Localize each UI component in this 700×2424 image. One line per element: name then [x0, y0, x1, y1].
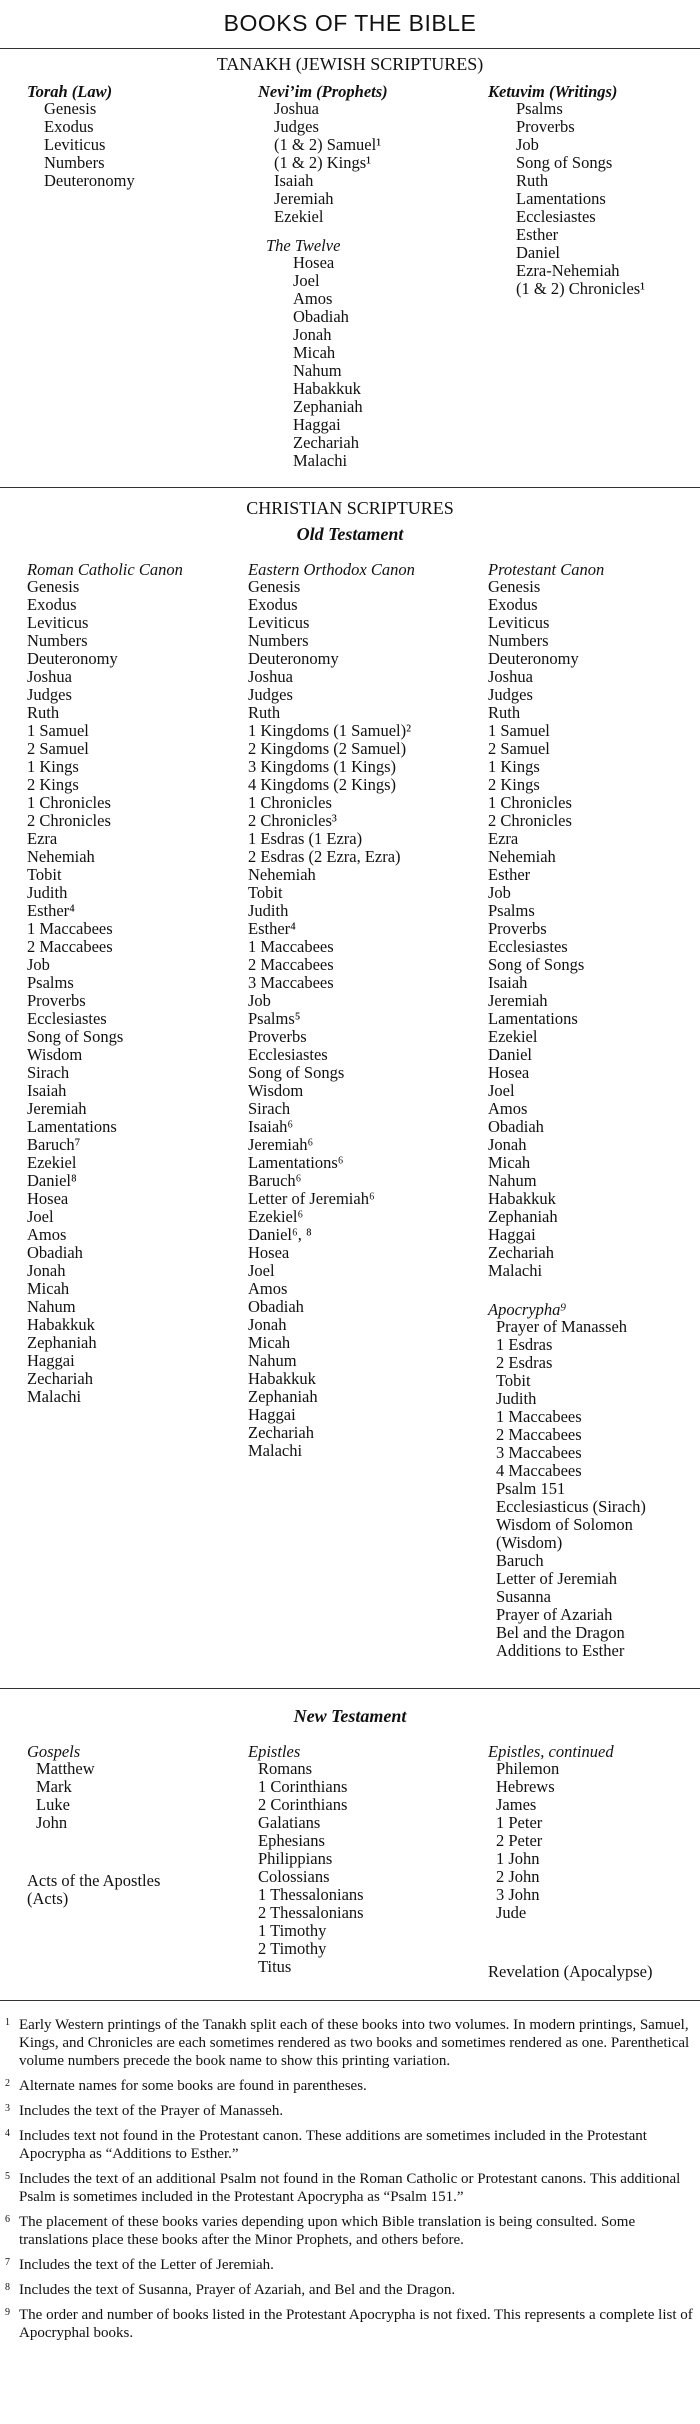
new-testament-heading: New Testament — [293, 1706, 407, 1726]
footnote-number: 7 — [5, 2257, 10, 2268]
eastern-orthodox-book: 1 Esdras (1 Ezra) — [248, 829, 363, 848]
apocrypha-book: 2 Maccabees — [496, 1425, 582, 1444]
roman-catholic-book: Hosea — [27, 1189, 69, 1208]
eastern-orthodox-book: Habakkuk — [248, 1369, 316, 1388]
old-testament-rule — [0, 1688, 700, 1689]
footnote — [5, 2170, 695, 2206]
footnote-text: Includes the text of an additional Psalm not found in the Roman Catholic or Protestant canons. This additional Psalm is sometimes included in the Protestant Apocrypha as “Psalm 151.” — [19, 2171, 681, 2205]
epistle-book: Titus — [258, 1957, 292, 1976]
epistle-book: 1 Corinthians — [258, 1777, 348, 1796]
eastern-orthodox-book: 2 Chronicles³ — [248, 811, 337, 830]
footnote-text: The order and number of books listed in the Protestant Apocrypha is not fixed. This represents a complete list of Apocryphal books. — [19, 2307, 693, 2341]
protestant-book: Exodus — [488, 595, 538, 614]
roman-catholic-book: Amos — [27, 1225, 67, 1244]
roman-catholic-book: Proverbs — [27, 991, 86, 1010]
footnote — [5, 2127, 695, 2163]
roman-catholic-book: Ezra — [27, 829, 58, 848]
page-title: BOOKS OF THE BIBLE — [223, 10, 477, 36]
eastern-orthodox-book: 2 Maccabees — [248, 955, 334, 974]
protestant-book: Nehemiah — [488, 847, 556, 866]
eastern-orthodox-book: Nehemiah — [248, 865, 316, 884]
neviim-book: Judges — [274, 117, 319, 136]
eastern-orthodox-book: Deuteronomy — [248, 649, 339, 668]
protestant-book: Micah — [488, 1153, 531, 1172]
roman-catholic-book: Malachi — [27, 1387, 82, 1406]
protestant-book: Song of Songs — [488, 955, 585, 974]
roman-catholic-book: Ecclesiastes — [27, 1009, 107, 1028]
footnote-number: 4 — [5, 2128, 10, 2139]
protestant-book: Judges — [488, 685, 533, 704]
eastern-orthodox-heading: Eastern Orthodox Canon — [248, 560, 415, 579]
protestant-book: 1 Chronicles — [488, 793, 572, 812]
protestant-book: Genesis — [488, 577, 541, 596]
footnote-text: Includes the text of the Prayer of Manasseh. — [19, 2103, 284, 2119]
torah-book: Exodus — [44, 117, 94, 136]
protestant-book: 2 Chronicles — [488, 811, 572, 830]
roman-catholic-book: 1 Kings — [27, 757, 79, 776]
protestant-book: Malachi — [488, 1261, 543, 1280]
epistle-book: 1 Peter — [496, 1813, 543, 1832]
roman-catholic-book: Zephaniah — [27, 1333, 97, 1352]
tanakh-rule — [0, 487, 700, 488]
roman-catholic-book: Nahum — [27, 1297, 76, 1316]
footnote — [5, 2306, 695, 2342]
torah-list — [44, 100, 135, 190]
footnote-number: 3 — [5, 2103, 10, 2114]
footnote — [5, 2077, 695, 2095]
minor-prophet-book: Malachi — [293, 451, 348, 470]
roman-catholic-book: Baruch⁷ — [27, 1135, 81, 1154]
minor-prophet-book: Joel — [293, 271, 320, 290]
eastern-orthodox-book: 2 Kingdoms (2 Samuel) — [248, 739, 407, 758]
protestant-heading: Protestant Canon — [488, 560, 605, 579]
ketuvim-book: Esther — [516, 225, 559, 244]
protestant-book: Zephaniah — [488, 1207, 558, 1226]
eastern-orthodox-book: 4 Kingdoms (2 Kings) — [248, 775, 397, 794]
ketuvim-book: Ezra-Nehemiah — [516, 261, 620, 280]
footnotes — [5, 2016, 695, 2349]
epistle-book: Hebrews — [496, 1777, 555, 1796]
protestant-book: Job — [488, 883, 511, 902]
minor-prophet-book: Habakkuk — [293, 379, 361, 398]
eastern-orthodox-book: Joel — [248, 1261, 275, 1280]
protestant-book: 1 Samuel — [488, 721, 550, 740]
protestant-book: Ezekiel — [488, 1027, 538, 1046]
roman-catholic-book: Obadiah — [27, 1243, 83, 1262]
protestant-book: Ecclesiastes — [488, 937, 568, 956]
protestant-book: Lamentations — [488, 1009, 578, 1028]
gospel-book: John — [36, 1813, 68, 1832]
protestant-book: 2 Samuel — [488, 739, 550, 758]
apocrypha-book: Psalm 151 — [496, 1479, 566, 1498]
epistle-book: Galatians — [258, 1813, 321, 1832]
protestant-book: Proverbs — [488, 919, 547, 938]
apocrypha-book: Bel and the Dragon — [496, 1623, 625, 1642]
epistle-book: 3 John — [496, 1885, 540, 1904]
eastern-orthodox-book: Judges — [248, 685, 293, 704]
apocrypha-book: 1 Maccabees — [496, 1407, 582, 1426]
footnote-number: 2 — [5, 2078, 10, 2089]
torah-book: Numbers — [44, 153, 105, 172]
roman-catholic-book: 2 Kings — [27, 775, 79, 794]
epistle-book: Philemon — [496, 1759, 560, 1778]
protestant-book: Haggai — [488, 1225, 536, 1244]
eastern-orthodox-book: 3 Maccabees — [248, 973, 334, 992]
protestant-book: 1 Kings — [488, 757, 540, 776]
footnote — [5, 2102, 695, 2120]
epistles-continued-heading: Epistles, continued — [488, 1742, 614, 1761]
epistle-book: Ephesians — [258, 1831, 325, 1850]
revelation-entry: Revelation (Apocalypse) — [488, 1962, 653, 1981]
apocrypha-book: Prayer of Manasseh — [496, 1317, 628, 1336]
protestant-book: Esther — [488, 865, 531, 884]
title-rule — [0, 48, 700, 49]
ketuvim-book: Psalms — [516, 99, 563, 118]
roman-catholic-book: Sirach — [27, 1063, 70, 1082]
roman-catholic-book: Zechariah — [27, 1369, 93, 1388]
minor-prophet-book: Amos — [293, 289, 333, 308]
minor-prophet-book: Hosea — [293, 253, 335, 272]
protestant-book: Leviticus — [488, 613, 550, 632]
eastern-orthodox-book: Judith — [248, 901, 289, 920]
ketuvim-book: Lamentations — [516, 189, 606, 208]
roman-catholic-book: Tobit — [27, 865, 62, 884]
eastern-orthodox-book: Malachi — [248, 1441, 303, 1460]
gospels-heading: Gospels — [27, 1742, 81, 1761]
epistles-list — [258, 1760, 364, 1976]
neviim-book: (1 & 2) Samuel¹ — [274, 135, 382, 154]
eastern-orthodox-book: Tobit — [248, 883, 283, 902]
protestant-book: 2 Kings — [488, 775, 540, 794]
roman-catholic-book: Judith — [27, 883, 68, 902]
roman-catholic-book: Joshua — [27, 667, 72, 686]
roman-catholic-book: Nehemiah — [27, 847, 95, 866]
epistle-book: 2 Thessalonians — [258, 1903, 364, 1922]
eastern-orthodox-book: Ruth — [248, 703, 281, 722]
eastern-orthodox-book: Daniel⁶, ⁸ — [248, 1225, 312, 1244]
footnote-text: The placement of these books varies depending upon which Bible translation is being consulted. Some translations place these books after the Minor Prophets, and others before. — [19, 2214, 636, 2248]
eastern-orthodox-book: Leviticus — [248, 613, 310, 632]
roman-catholic-book: Micah — [27, 1279, 70, 1298]
ketuvim-book: Proverbs — [516, 117, 575, 136]
roman-catholic-book: 1 Maccabees — [27, 919, 113, 938]
protestant-book: Psalms — [488, 901, 535, 920]
protestant-book: Ruth — [488, 703, 521, 722]
roman-catholic-book: Wisdom — [27, 1045, 83, 1064]
protestant-book: Joshua — [488, 667, 533, 686]
footnote-number: 9 — [5, 2307, 10, 2318]
protestant-book: Jonah — [488, 1135, 527, 1154]
roman-catholic-book: Judges — [27, 685, 72, 704]
minor-prophet-book: Nahum — [293, 361, 342, 380]
apocrypha-heading: Apocrypha⁹ — [488, 1300, 567, 1319]
protestant-book: Joel — [488, 1081, 515, 1100]
roman-catholic-book: Leviticus — [27, 613, 89, 632]
the-twelve-list — [293, 254, 363, 470]
protestant-book: Jeremiah — [488, 991, 548, 1010]
footnote — [5, 2281, 695, 2299]
minor-prophet-book: Zechariah — [293, 433, 359, 452]
torah-book: Leviticus — [44, 135, 106, 154]
roman-catholic-book: Lamentations — [27, 1117, 117, 1136]
epistle-book: 2 Timothy — [258, 1939, 327, 1958]
eastern-orthodox-book: 3 Kingdoms (1 Kings) — [248, 757, 397, 776]
eastern-orthodox-book: Genesis — [248, 577, 301, 596]
tanakh-heading: TANAKH (JEWISH SCRIPTURES) — [216, 54, 484, 74]
roman-catholic-list — [27, 578, 123, 1406]
minor-prophet-book: Jonah — [293, 325, 332, 344]
eastern-orthodox-book: Ecclesiastes — [248, 1045, 328, 1064]
ketuvim-list — [516, 100, 645, 298]
eastern-orthodox-book: Jonah — [248, 1315, 287, 1334]
the-twelve-heading: The Twelve — [266, 236, 341, 255]
protestant-book: Deuteronomy — [488, 649, 579, 668]
epistle-book: 1 Timothy — [258, 1921, 327, 1940]
minor-prophet-book: Obadiah — [293, 307, 349, 326]
roman-catholic-book: Psalms — [27, 973, 74, 992]
ketuvim-book: Ruth — [516, 171, 549, 190]
epistle-book: Colossians — [258, 1867, 330, 1886]
footnote — [5, 2256, 695, 2274]
footnote-number: 5 — [5, 2171, 10, 2182]
epistles-continued-list — [496, 1760, 559, 1922]
roman-catholic-book: Exodus — [27, 595, 77, 614]
roman-catholic-book: 2 Maccabees — [27, 937, 113, 956]
protestant-book: Numbers — [488, 631, 549, 650]
apocrypha-book: Wisdom of Solomon — [496, 1515, 633, 1534]
footnote — [5, 2213, 695, 2249]
footnote — [5, 2016, 695, 2070]
protestant-book: Hosea — [488, 1063, 530, 1082]
apocrypha-book: 2 Esdras — [496, 1353, 553, 1372]
eastern-orthodox-book: Joshua — [248, 667, 293, 686]
eastern-orthodox-book: Obadiah — [248, 1297, 304, 1316]
apocrypha-book: Tobit — [496, 1371, 531, 1390]
eastern-orthodox-book: 2 Esdras (2 Ezra, Ezra) — [248, 847, 401, 866]
gospel-book: Mark — [36, 1777, 72, 1796]
epistle-book: Romans — [258, 1759, 313, 1778]
epistle-book: 2 Peter — [496, 1831, 543, 1850]
protestant-list — [488, 578, 584, 1280]
protestant-book: Habakkuk — [488, 1189, 556, 1208]
eastern-orthodox-book: Zechariah — [248, 1423, 314, 1442]
roman-catholic-book: Isaiah — [27, 1081, 67, 1100]
roman-catholic-book: Habakkuk — [27, 1315, 95, 1334]
eastern-orthodox-book: Job — [248, 991, 271, 1010]
eastern-orthodox-book: Baruch⁶ — [248, 1171, 302, 1190]
eastern-orthodox-book: Zephaniah — [248, 1387, 318, 1406]
old-testament-heading: Old Testament — [296, 524, 404, 544]
gospel-book: Matthew — [36, 1759, 95, 1778]
protestant-book: Isaiah — [488, 973, 528, 992]
apocrypha-book: 3 Maccabees — [496, 1443, 582, 1462]
eastern-orthodox-book: Esther⁴ — [248, 919, 296, 938]
eastern-orthodox-book: Proverbs — [248, 1027, 307, 1046]
eastern-orthodox-book: Amos — [248, 1279, 288, 1298]
eastern-orthodox-book: 1 Kingdoms (1 Samuel)² — [248, 721, 412, 740]
roman-catholic-book: 1 Chronicles — [27, 793, 111, 812]
apocrypha-book: (Wisdom) — [496, 1533, 563, 1552]
new-testament-rule — [0, 2000, 700, 2001]
eastern-orthodox-book: Haggai — [248, 1405, 296, 1424]
epistle-book: 1 Thessalonians — [258, 1885, 364, 1904]
epistle-book: 2 John — [496, 1867, 540, 1886]
torah-book: Deuteronomy — [44, 171, 135, 190]
roman-catholic-book: Haggai — [27, 1351, 75, 1370]
footnote-text: Alternate names for some books are found in parentheses. — [19, 2078, 367, 2094]
roman-catholic-book: 2 Samuel — [27, 739, 89, 758]
minor-prophet-book: Haggai — [293, 415, 341, 434]
eastern-orthodox-book: Nahum — [248, 1351, 297, 1370]
roman-catholic-book: Job — [27, 955, 50, 974]
neviim-list — [274, 100, 381, 226]
apocrypha-list — [496, 1318, 646, 1660]
eastern-orthodox-book: Numbers — [248, 631, 309, 650]
roman-catholic-book: Ezekiel — [27, 1153, 77, 1172]
roman-catholic-book: 2 Chronicles — [27, 811, 111, 830]
epistle-book: James — [496, 1795, 537, 1814]
epistle-book: 1 John — [496, 1849, 540, 1868]
acts-entry — [27, 1872, 160, 1908]
eastern-orthodox-book: Isaiah⁶ — [248, 1117, 294, 1136]
torah-book: Genesis — [44, 99, 97, 118]
apocrypha-book: 4 Maccabees — [496, 1461, 582, 1480]
acts-line: Acts of the Apostles — [27, 1871, 161, 1890]
ketuvim-book: Ecclesiastes — [516, 207, 596, 226]
christian-heading: CHRISTIAN SCRIPTURES — [246, 498, 454, 518]
roman-catholic-book: Numbers — [27, 631, 88, 650]
neviim-book: (1 & 2) Kings¹ — [274, 153, 372, 172]
apocrypha-book: Letter of Jeremiah — [496, 1569, 617, 1588]
footnote-number: 1 — [5, 2017, 10, 2028]
acts-line: (Acts) — [27, 1889, 69, 1908]
eastern-orthodox-book: 1 Chronicles — [248, 793, 332, 812]
eastern-orthodox-book: 1 Maccabees — [248, 937, 334, 956]
neviim-heading: Nevi’im (Prophets) — [258, 82, 388, 101]
footnote-number: 6 — [5, 2214, 10, 2225]
eastern-orthodox-book: Hosea — [248, 1243, 290, 1262]
epistle-book: Jude — [496, 1903, 527, 1922]
eastern-orthodox-book: Letter of Jeremiah⁶ — [248, 1189, 375, 1208]
footnote-text: Includes the text of the Letter of Jeremiah. — [19, 2257, 274, 2273]
apocrypha-book: Additions to Esther — [496, 1641, 625, 1660]
eastern-orthodox-book: Song of Songs — [248, 1063, 345, 1082]
footnote-text: Includes the text of Susanna, Prayer of Azariah, and Bel and the Dragon. — [19, 2282, 456, 2298]
epistle-book: Philippians — [258, 1849, 333, 1868]
eastern-orthodox-book: Ezekiel⁶ — [248, 1207, 304, 1226]
protestant-book: Amos — [488, 1099, 528, 1118]
eastern-orthodox-book: Jeremiah⁶ — [248, 1135, 314, 1154]
eastern-orthodox-book: Lamentations⁶ — [248, 1153, 344, 1172]
ketuvim-book: Daniel — [516, 243, 560, 262]
neviim-book: Ezekiel — [274, 207, 324, 226]
ketuvim-book: Song of Songs — [516, 153, 613, 172]
apocrypha-book: Prayer of Azariah — [496, 1605, 613, 1624]
protestant-book: Daniel — [488, 1045, 532, 1064]
roman-catholic-book: Jeremiah — [27, 1099, 87, 1118]
roman-catholic-book: Deuteronomy — [27, 649, 118, 668]
torah-heading: Torah (Law) — [27, 82, 113, 101]
roman-catholic-book: Genesis — [27, 577, 80, 596]
gospel-book: Luke — [36, 1795, 70, 1814]
eastern-orthodox-book: Wisdom — [248, 1081, 304, 1100]
roman-catholic-book: Joel — [27, 1207, 54, 1226]
ketuvim-book: Job — [516, 135, 539, 154]
eastern-orthodox-book: Sirach — [248, 1099, 291, 1118]
neviim-book: Isaiah — [274, 171, 314, 190]
apocrypha-book: Ecclesiasticus (Sirach) — [496, 1497, 646, 1516]
minor-prophet-book: Micah — [293, 343, 336, 362]
epistle-book: 2 Corinthians — [258, 1795, 348, 1814]
ketuvim-book: (1 & 2) Chronicles¹ — [516, 279, 646, 298]
eastern-orthodox-book: Psalms⁵ — [248, 1009, 301, 1028]
minor-prophet-book: Zephaniah — [293, 397, 363, 416]
roman-catholic-book: Esther⁴ — [27, 901, 75, 920]
neviim-book: Joshua — [274, 99, 319, 118]
neviim-book: Jeremiah — [274, 189, 334, 208]
eastern-orthodox-book: Exodus — [248, 595, 298, 614]
footnote-text: Includes text not found in the Protestant canon. These additions are sometimes included in the Protestant Apocrypha as “Additions to Esther.” — [19, 2128, 647, 2162]
footnote-number: 8 — [5, 2282, 10, 2293]
footnote-text: Early Western printings of the Tanakh split each of these books into two volumes. In modern printings, Samuel, Kings, and Chronicles are each sometimes rendered as two books and sometimes rendered as one. Parenthetical volume numbers precede the book name to show this printing variation. — [19, 2017, 690, 2069]
apocrypha-book: Susanna — [496, 1587, 551, 1606]
roman-catholic-heading: Roman Catholic Canon — [27, 560, 183, 579]
eastern-orthodox-list — [248, 578, 411, 1460]
apocrypha-book: 1 Esdras — [496, 1335, 553, 1354]
roman-catholic-book: Ruth — [27, 703, 60, 722]
protestant-book: Obadiah — [488, 1117, 544, 1136]
roman-catholic-book: Jonah — [27, 1261, 66, 1280]
protestant-book: Nahum — [488, 1171, 537, 1190]
apocrypha-book: Judith — [496, 1389, 537, 1408]
protestant-book: Zechariah — [488, 1243, 554, 1262]
roman-catholic-book: 1 Samuel — [27, 721, 89, 740]
eastern-orthodox-book: Micah — [248, 1333, 291, 1352]
epistles-heading: Epistles — [248, 1742, 301, 1761]
gospels-list — [36, 1760, 95, 1832]
apocrypha-book: Baruch — [496, 1551, 544, 1570]
protestant-book: Ezra — [488, 829, 519, 848]
roman-catholic-book: Song of Songs — [27, 1027, 124, 1046]
ketuvim-heading: Ketuvim (Writings) — [488, 82, 618, 101]
roman-catholic-book: Daniel⁸ — [27, 1171, 77, 1190]
